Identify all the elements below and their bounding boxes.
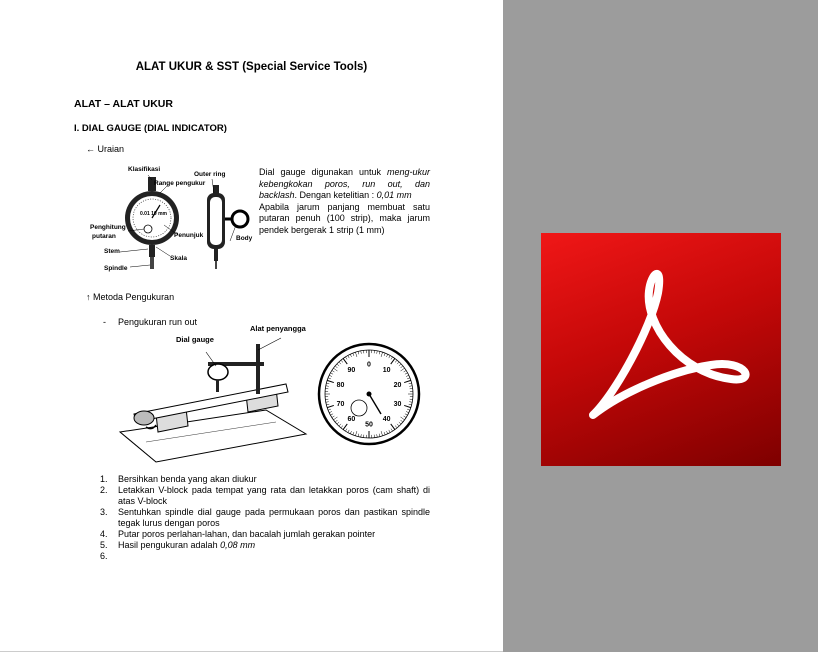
bullet-metoda-label: Metoda Pengukuran [93, 292, 175, 302]
desc-p1-a: Dial gauge digunakan untuk [259, 167, 387, 177]
dial-face-text: 0.01 10 mm [140, 211, 167, 217]
sub-bullet-label: Pengukuran run out [118, 317, 198, 327]
dial-scale-number: 50 [365, 421, 373, 429]
step-item: 3. Sentuhkan spindle dial gauge pada permukaan poros dan pastikan spindle tegak lurus dengan poros [100, 507, 430, 528]
dial-gauge-description [259, 167, 430, 236]
label-alat-penyangga: Alat penyangga [250, 324, 306, 333]
desc-p1-d: 0,01 mm [376, 190, 412, 200]
dial-scale-number: 90 [347, 367, 356, 375]
bullet-metoda [86, 292, 174, 302]
label-dial-gauge: Dial gauge [176, 335, 214, 344]
dial-face-illustration [313, 342, 425, 446]
viewer-side-panel [503, 0, 818, 652]
sub-bullet-dash: - [103, 317, 106, 327]
adobe-acrobat-icon [541, 233, 781, 466]
bullet-uraian-label: Uraian [97, 144, 125, 154]
label-range-pengukur: Range pengukur [154, 180, 206, 187]
desc-p2: Apabila jarum panjang membuat satu putaran penuh (100 strip), maka jarum pendek bergerak 1 strip (1 mm) [259, 201, 430, 235]
document-title: ALAT UKUR & SST (Special Service Tools) [135, 61, 368, 73]
step-item: 1. Bersihkan benda yang akan diukur [100, 474, 257, 484]
label-spindle: Spindle [104, 265, 128, 272]
dial-scale-number: 40 [382, 415, 391, 423]
bullet-uraian [86, 144, 124, 154]
dial-scale-number: 20 [393, 382, 402, 390]
label-outer-ring: Outer ring [194, 171, 226, 178]
arrow-left-icon: ← [86, 144, 95, 154]
label-klasifikasi: Klasifikasi [128, 166, 161, 173]
label-skala: Skala [170, 255, 187, 262]
step-item: 5. Hasil pengukuran adalah 0,08 mm [100, 540, 256, 550]
dial-scale-number: 30 [393, 400, 402, 408]
arrow-up-icon: ↑ [86, 292, 91, 302]
dial-scale-number: 80 [336, 382, 345, 390]
desc-p1-c: . Dengan ketelitian : [294, 190, 377, 200]
step-item: 4. Putar poros perlahan-lahan, dan bacalah jumlah gerakan pointer [100, 529, 376, 539]
steps-list [100, 474, 430, 562]
dial-gauge-figure [90, 163, 258, 276]
label-putaran: putaran [92, 233, 116, 240]
label-penunjuk: Penunjuk [174, 232, 204, 239]
dial-scale-number: 0 [367, 361, 371, 369]
step-item: 6. [100, 551, 108, 561]
label-stem: Stem [104, 248, 120, 255]
section-heading: ALAT – ALAT UKUR [74, 98, 173, 110]
dial-scale-number: 60 [347, 415, 356, 423]
label-body: Body [236, 235, 253, 242]
dial-face-figure [313, 342, 425, 446]
runout-setup-figure [116, 322, 308, 467]
subsection-heading: I. DIAL GAUGE (DIAL INDICATOR) [74, 123, 227, 134]
dial-scale-number: 10 [382, 367, 391, 375]
desc-p1-b: meng-ukur kebengkokan poros, run out, dan backlash [259, 167, 430, 200]
dial-scale-number: 70 [336, 400, 345, 408]
step-item: 2. Letakkan V-block pada tempat yang rata dan letakkan poros (cam shaft) di atas V-block [100, 485, 430, 506]
label-penghitung: Penghitung [90, 224, 126, 231]
